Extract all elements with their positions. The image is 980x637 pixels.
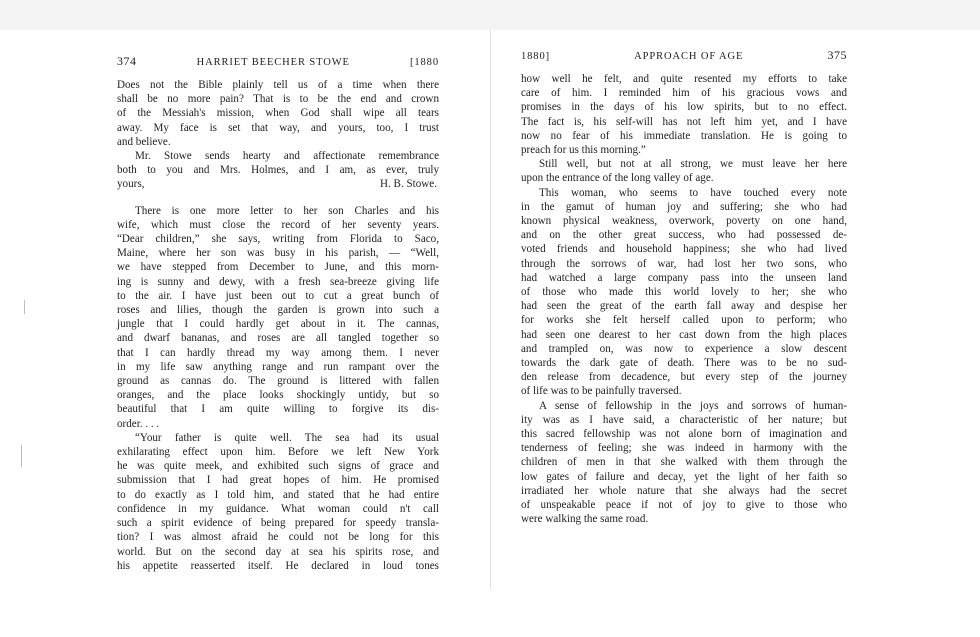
closing-word: yours, <box>117 178 145 191</box>
text-line: This woman, who seems to have touched every note <box>539 186 847 199</box>
text-line: confidence in my guidance. What woman could n't call <box>117 502 439 515</box>
text-line: to do exactly as I told him, and stated that he had entire <box>117 488 439 501</box>
text-line: this sacred fellowship was not alone born of imagination and <box>521 428 847 441</box>
scan-speck <box>24 300 25 314</box>
text-line: roses and lilies, though the garden is grown into such a <box>117 304 439 317</box>
text-line: beautiful that I am quite willing to forgive its dis- <box>117 403 439 416</box>
text-line: Still well, but not at all strong, we must leave her here <box>539 158 847 171</box>
text-line: jungle that I could hardly get about in it. The cannas, <box>117 318 439 331</box>
text-line: to the air. I have just been out to cut a great bunch of <box>117 289 439 302</box>
right-page-header <box>521 48 847 72</box>
text-line: A sense of fellowship in the joys and sorrows of human- <box>539 399 847 412</box>
paragraph <box>117 78 439 149</box>
text-line: in my life saw anything range and run rampant over the <box>117 360 439 373</box>
text-line: had seen the great of the earth fall away and despise her <box>521 300 847 313</box>
paragraph <box>521 399 847 527</box>
text-line: exhilarating effect upon him. Before we left New York <box>117 446 439 459</box>
scan-speck <box>21 445 22 467</box>
text-line: and dwarf bananas, and roses are all tangled together so <box>117 332 439 345</box>
text-line: how well he felt, and quite resented my efforts to take <box>521 73 847 85</box>
text-line: his appetite reasserted itself. He declared in loud tones <box>117 559 439 572</box>
text-line: low gates of failure and decay, yet the light of her faith so <box>521 470 847 483</box>
text-line: we have stepped from December to June, and this morn- <box>117 261 439 274</box>
text-line: tenderness of feeling; she was indeed in harmony with the <box>521 442 847 455</box>
text-line: Does not the Bible plainly tell us of a time when there <box>117 79 439 91</box>
text-line: The fact is, his self-will has not left him yet, and I have <box>521 115 847 128</box>
text-line: of those who made this world lovely to her; she who <box>521 286 847 299</box>
text-line: care of him. I reminded him of his gracious vows and <box>521 87 847 100</box>
text-line: of the Messiah's mission, when God shall wipe all tears <box>117 107 439 120</box>
text-line: of life was to be painfully traversed. <box>521 385 682 398</box>
letter-closing <box>117 177 439 191</box>
text-line: towards the dark gate of death. There was to be no sud- <box>521 357 847 370</box>
text-line: away. My face is set that way, and yours, too, I trust <box>117 121 439 134</box>
text-line: wife, which must close the record of her seventy years. <box>117 218 439 231</box>
text-line: order. . . . <box>117 417 160 430</box>
text-line: promises in the days of his low spirits, but to no effect. <box>521 101 847 114</box>
text-line: submission that I had great hopes of him. He promised <box>117 474 439 487</box>
text-line: and on the other great success, who had possessed de- <box>521 229 847 242</box>
text-line: den release from decadence, but every step of the journey <box>521 371 847 384</box>
text-line: both to you and Mrs. Holmes, and I am, as ever, truly <box>117 164 439 177</box>
text-line: upon the entrance of the long valley of age. <box>521 172 714 185</box>
text-line: children of men in that she walked with them through the <box>521 456 847 469</box>
text-line: shall be no more pain? That is to be the end and crown <box>117 93 439 106</box>
header-year: [1880 <box>409 57 439 68</box>
text-line: and believe. <box>117 135 171 148</box>
text-line: world. But on the second day at sea his spirits rose, and <box>117 545 439 558</box>
text-line: “Your father is quite well. The sea had its usual <box>135 431 439 444</box>
text-line: There is one more letter to her son Charles and his <box>135 204 439 217</box>
paragraph <box>521 72 847 157</box>
text-line: were walking the same road. <box>521 513 649 526</box>
text-line: “Dear children,” she says, writing from Florida to Saco, <box>117 233 439 246</box>
paragraph <box>117 431 439 573</box>
text-line: ing is sunny and dewy, with a fresh sea-breeze giving life <box>117 275 439 288</box>
text-line: Maine, where her son was busy in his parish, — “Well, <box>117 247 439 260</box>
text-line: for works she felt herself called upon to perform; who <box>521 314 847 327</box>
text-line: preach for us this morning.” <box>521 144 646 157</box>
right-page <box>521 48 847 527</box>
header-year: 1880] <box>521 51 550 62</box>
text-line: known physical weakness, overwork, poverty on one hand, <box>521 215 847 228</box>
text-line: Mr. Stowe sends hearty and affectionate remembrance <box>135 150 439 163</box>
text-line: in the gamut of human joy and suffering; she who had <box>521 200 847 213</box>
paragraph <box>521 186 847 399</box>
scan-top-band <box>0 0 980 30</box>
signature: H. B. Stowe. <box>379 178 437 191</box>
text-line: voted friends and household happiness; she who had lived <box>521 243 847 256</box>
text-line: and trampled on, was now to experience a slow descent <box>521 342 847 355</box>
running-head: APPROACH OF AGE <box>634 51 744 62</box>
page-number: 375 <box>827 48 847 62</box>
text-line: that I can hardly thread my way among them. I never <box>117 346 439 359</box>
text-line: oranges, and the place looks shockingly untidy, but so <box>117 389 439 402</box>
running-head: HARRIET BEECHER STOWE <box>196 57 350 68</box>
text-line: ground as cannas do. The ground is littered with fallen <box>117 375 439 388</box>
paragraph <box>117 204 439 431</box>
text-line: through the sorrows of war, had lost her two sons, who <box>521 257 847 270</box>
text-line: irradiated her whole nature that she always had the secret <box>521 484 847 497</box>
text-line: now no fear of his immediate translation. He is going to <box>521 129 847 142</box>
left-page <box>117 54 439 573</box>
text-line: had watched a large company pass into the unseen land <box>521 271 847 284</box>
text-line: had seen one dearest to her cast down from the high places <box>521 328 847 341</box>
book-gutter <box>490 30 491 590</box>
text-line: he was quite meek, and exhibited such signs of grace and <box>117 460 439 473</box>
paragraph <box>521 157 847 185</box>
text-line: of unspeakable peace if not of joy to give to those who <box>521 499 847 512</box>
text-line: such a spirit evidence of being prepared for speedy transla- <box>117 517 439 530</box>
text-line: tion? I was almost afraid he could not be long for this <box>117 531 439 544</box>
left-page-header <box>117 54 439 78</box>
text-line: ity was as I have said, a characteristic of her nature; but <box>521 413 847 426</box>
paragraph <box>117 149 439 177</box>
page-number: 374 <box>117 54 137 68</box>
